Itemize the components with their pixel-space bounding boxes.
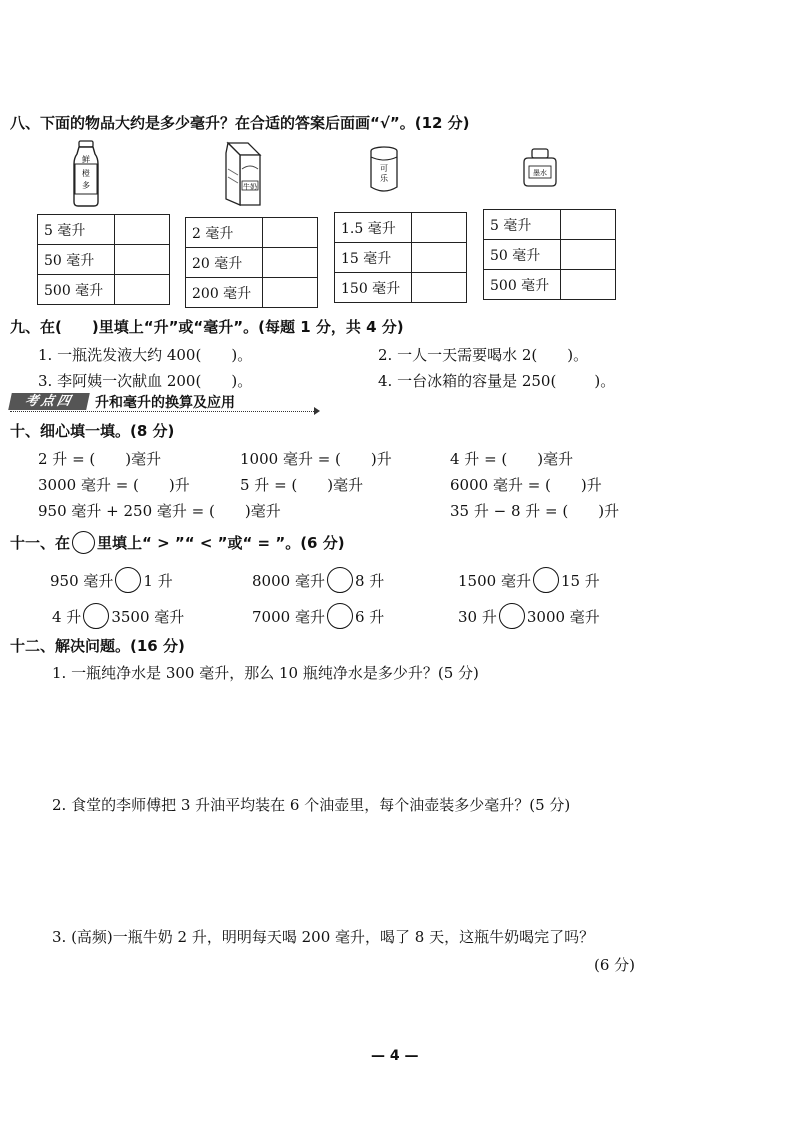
table-row xyxy=(38,275,170,305)
table-row xyxy=(484,240,616,270)
option-label: 15 毫升 xyxy=(335,243,412,273)
circle-blank-icon xyxy=(72,531,95,554)
q11-right: 15 升 xyxy=(560,572,600,590)
q11-item xyxy=(52,603,184,629)
q9-title-part1: 九、在( xyxy=(10,318,62,336)
section-divider xyxy=(10,411,316,412)
q10-item-unit: )升 xyxy=(580,476,602,494)
q12-problem-3: 3. (高频)一瓶牛奶 2 升，明明每天喝 200 毫升，喝了 8 天，这瓶牛奶喝完了吗？ xyxy=(52,928,595,946)
q10-item-text: 950 毫升 + 250 毫升 = ( xyxy=(38,502,215,520)
option-label: 1.5 毫升 xyxy=(335,213,412,243)
q10-item-text: 6000 毫升 = ( xyxy=(450,476,551,494)
q11-item xyxy=(252,567,384,593)
option-label: 5 毫升 xyxy=(484,210,561,240)
q9-item-tail: )。 xyxy=(231,346,253,364)
juice-label-2: 橙 xyxy=(82,169,90,178)
compare-circle[interactable] xyxy=(327,567,353,593)
answer-cell[interactable] xyxy=(412,243,467,273)
answer-cell[interactable] xyxy=(412,273,467,303)
option-label: 200 毫升 xyxy=(186,278,263,308)
q10-item-unit: )毫升 xyxy=(327,476,364,494)
q10-item xyxy=(38,500,281,521)
option-label: 500 毫升 xyxy=(484,270,561,300)
q9-title xyxy=(10,316,404,337)
q10-item xyxy=(450,448,573,469)
compare-circle[interactable] xyxy=(533,567,559,593)
q9-item-tail: )。 xyxy=(594,372,616,390)
q9-item-text: 2. 一人一天需要喝水 2( xyxy=(378,346,538,364)
compare-circle[interactable] xyxy=(499,603,525,629)
answer-cell[interactable] xyxy=(263,248,318,278)
answer-cell[interactable] xyxy=(412,213,467,243)
q11-left: 1500 毫升 xyxy=(458,572,531,590)
q11-left: 950 毫升 xyxy=(50,572,114,590)
q9-item-1 xyxy=(38,344,252,365)
q10-item xyxy=(38,448,161,469)
answer-cell[interactable] xyxy=(561,240,616,270)
table-row xyxy=(186,248,318,278)
q10-item-unit: )升 xyxy=(370,450,392,468)
q10-item xyxy=(450,474,602,495)
milk-label: 牛奶 xyxy=(243,183,257,191)
q10-item xyxy=(450,500,619,521)
q11-left: 4 升 xyxy=(52,608,82,626)
option-table-milk xyxy=(185,217,318,308)
table-row xyxy=(335,243,467,273)
q11-right: 3000 毫升 xyxy=(526,608,600,626)
q9-item-3 xyxy=(38,370,252,391)
q11-title-part2: 里填上“ > ”“ < ”或“ = ”。(6 分) xyxy=(97,534,345,552)
q11-title xyxy=(10,531,345,554)
juice-bottle-icon xyxy=(66,140,106,208)
q9-title-part2: )里填上“升”或“毫升”。(每题 1 分，共 4 分) xyxy=(91,318,404,336)
q9-item-tail: )。 xyxy=(231,372,253,390)
juice-label-3: 多 xyxy=(82,181,90,190)
compare-circle[interactable] xyxy=(115,567,141,593)
compare-circle[interactable] xyxy=(83,603,109,629)
cola-can-icon xyxy=(367,145,401,195)
answer-cell[interactable] xyxy=(263,278,318,308)
table-row xyxy=(38,215,170,245)
q10-item-unit: )毫升 xyxy=(537,450,574,468)
option-table-cola xyxy=(334,212,467,303)
answer-cell[interactable] xyxy=(115,275,170,305)
table-row xyxy=(335,273,467,303)
q10-item-text: 5 升 = ( xyxy=(240,476,298,494)
q10-item-text: 3000 毫升 = ( xyxy=(38,476,139,494)
q11-left: 8000 毫升 xyxy=(252,572,325,590)
q11-title-part1: 十一、在 xyxy=(10,534,71,552)
section-title: 升和毫升的换算及应用 xyxy=(95,395,235,411)
page-number: — 4 — xyxy=(371,1048,419,1064)
q10-item xyxy=(240,474,363,495)
q10-item-unit: )升 xyxy=(598,502,620,520)
q11-item xyxy=(458,603,600,629)
q11-left: 30 升 xyxy=(458,608,497,626)
answer-cell[interactable] xyxy=(561,210,616,240)
compare-circle[interactable] xyxy=(327,603,353,629)
answer-cell[interactable] xyxy=(115,215,170,245)
q11-right: 8 升 xyxy=(354,572,385,590)
q10-title: 十、细心填一填。(8 分) xyxy=(10,422,175,440)
table-row xyxy=(484,270,616,300)
section-tag: 考点四 xyxy=(8,393,90,410)
arrow-icon xyxy=(314,407,320,415)
q10-item xyxy=(38,474,190,495)
table-row xyxy=(484,210,616,240)
q10-item-text: 2 升 = ( xyxy=(38,450,96,468)
option-label: 50 毫升 xyxy=(38,245,115,275)
q12-problem-1: 1. 一瓶纯净水是 300 毫升，那么 10 瓶纯净水是多少升？(5 分) xyxy=(52,664,479,682)
q11-right: 3500 毫升 xyxy=(111,608,185,626)
ink-bottle-icon xyxy=(520,148,560,188)
q10-item-unit: )毫升 xyxy=(125,450,162,468)
option-label: 50 毫升 xyxy=(484,240,561,270)
q10-item-text: 4 升 = ( xyxy=(450,450,508,468)
q10-item-unit: )升 xyxy=(168,476,190,494)
q12-problem-2: 2. 食堂的李师傅把 3 升油平均装在 6 个油壶里，每个油壶装多少毫升？(5 分) xyxy=(52,796,571,814)
cola-label-2: 乐 xyxy=(380,174,388,183)
table-row xyxy=(38,245,170,275)
milk-carton-icon xyxy=(220,139,266,207)
q11-item xyxy=(50,567,173,593)
option-label: 150 毫升 xyxy=(335,273,412,303)
q9-item-2 xyxy=(378,344,588,365)
q9-item-text: 4. 一台冰箱的容量是 250( xyxy=(378,372,557,390)
q11-left: 7000 毫升 xyxy=(252,608,325,626)
q11-item xyxy=(458,567,600,593)
q9-item-4 xyxy=(378,370,615,391)
option-table-juice xyxy=(37,214,170,305)
q9-item-tail: )。 xyxy=(567,346,589,364)
ink-label: 墨水 xyxy=(533,169,547,177)
option-label: 2 毫升 xyxy=(186,218,263,248)
option-label: 20 毫升 xyxy=(186,248,263,278)
q9-item-text: 1. 一瓶洗发液大约 400( xyxy=(38,346,202,364)
table-row xyxy=(186,278,318,308)
answer-cell[interactable] xyxy=(115,245,170,275)
option-label: 5 毫升 xyxy=(38,215,115,245)
q12-problem-3-score: (6 分) xyxy=(594,956,636,974)
q10-item-unit: )毫升 xyxy=(244,502,281,520)
answer-cell[interactable] xyxy=(561,270,616,300)
juice-label-1: 鲜 xyxy=(82,155,90,164)
q9-item-text: 3. 李阿姨一次献血 200( xyxy=(38,372,202,390)
q11-right: 1 升 xyxy=(143,572,173,590)
q8-title: 八、下面的物品大约是多少毫升？在合适的答案后面画“√”。(12 分) xyxy=(10,114,470,132)
table-row xyxy=(186,218,318,248)
answer-cell[interactable] xyxy=(263,218,318,248)
option-table-ink xyxy=(483,209,616,300)
q11-right: 6 升 xyxy=(354,608,385,626)
q10-item-text: 35 升 − 8 升 = ( xyxy=(450,502,569,520)
table-row xyxy=(335,213,467,243)
option-label: 500 毫升 xyxy=(38,275,115,305)
q10-item xyxy=(240,448,392,469)
q11-item xyxy=(252,603,384,629)
q10-item-text: 1000 毫升 = ( xyxy=(240,450,341,468)
q12-title: 十二、解决问题。(16 分) xyxy=(10,637,185,655)
cola-label-1: 可 xyxy=(380,164,388,173)
